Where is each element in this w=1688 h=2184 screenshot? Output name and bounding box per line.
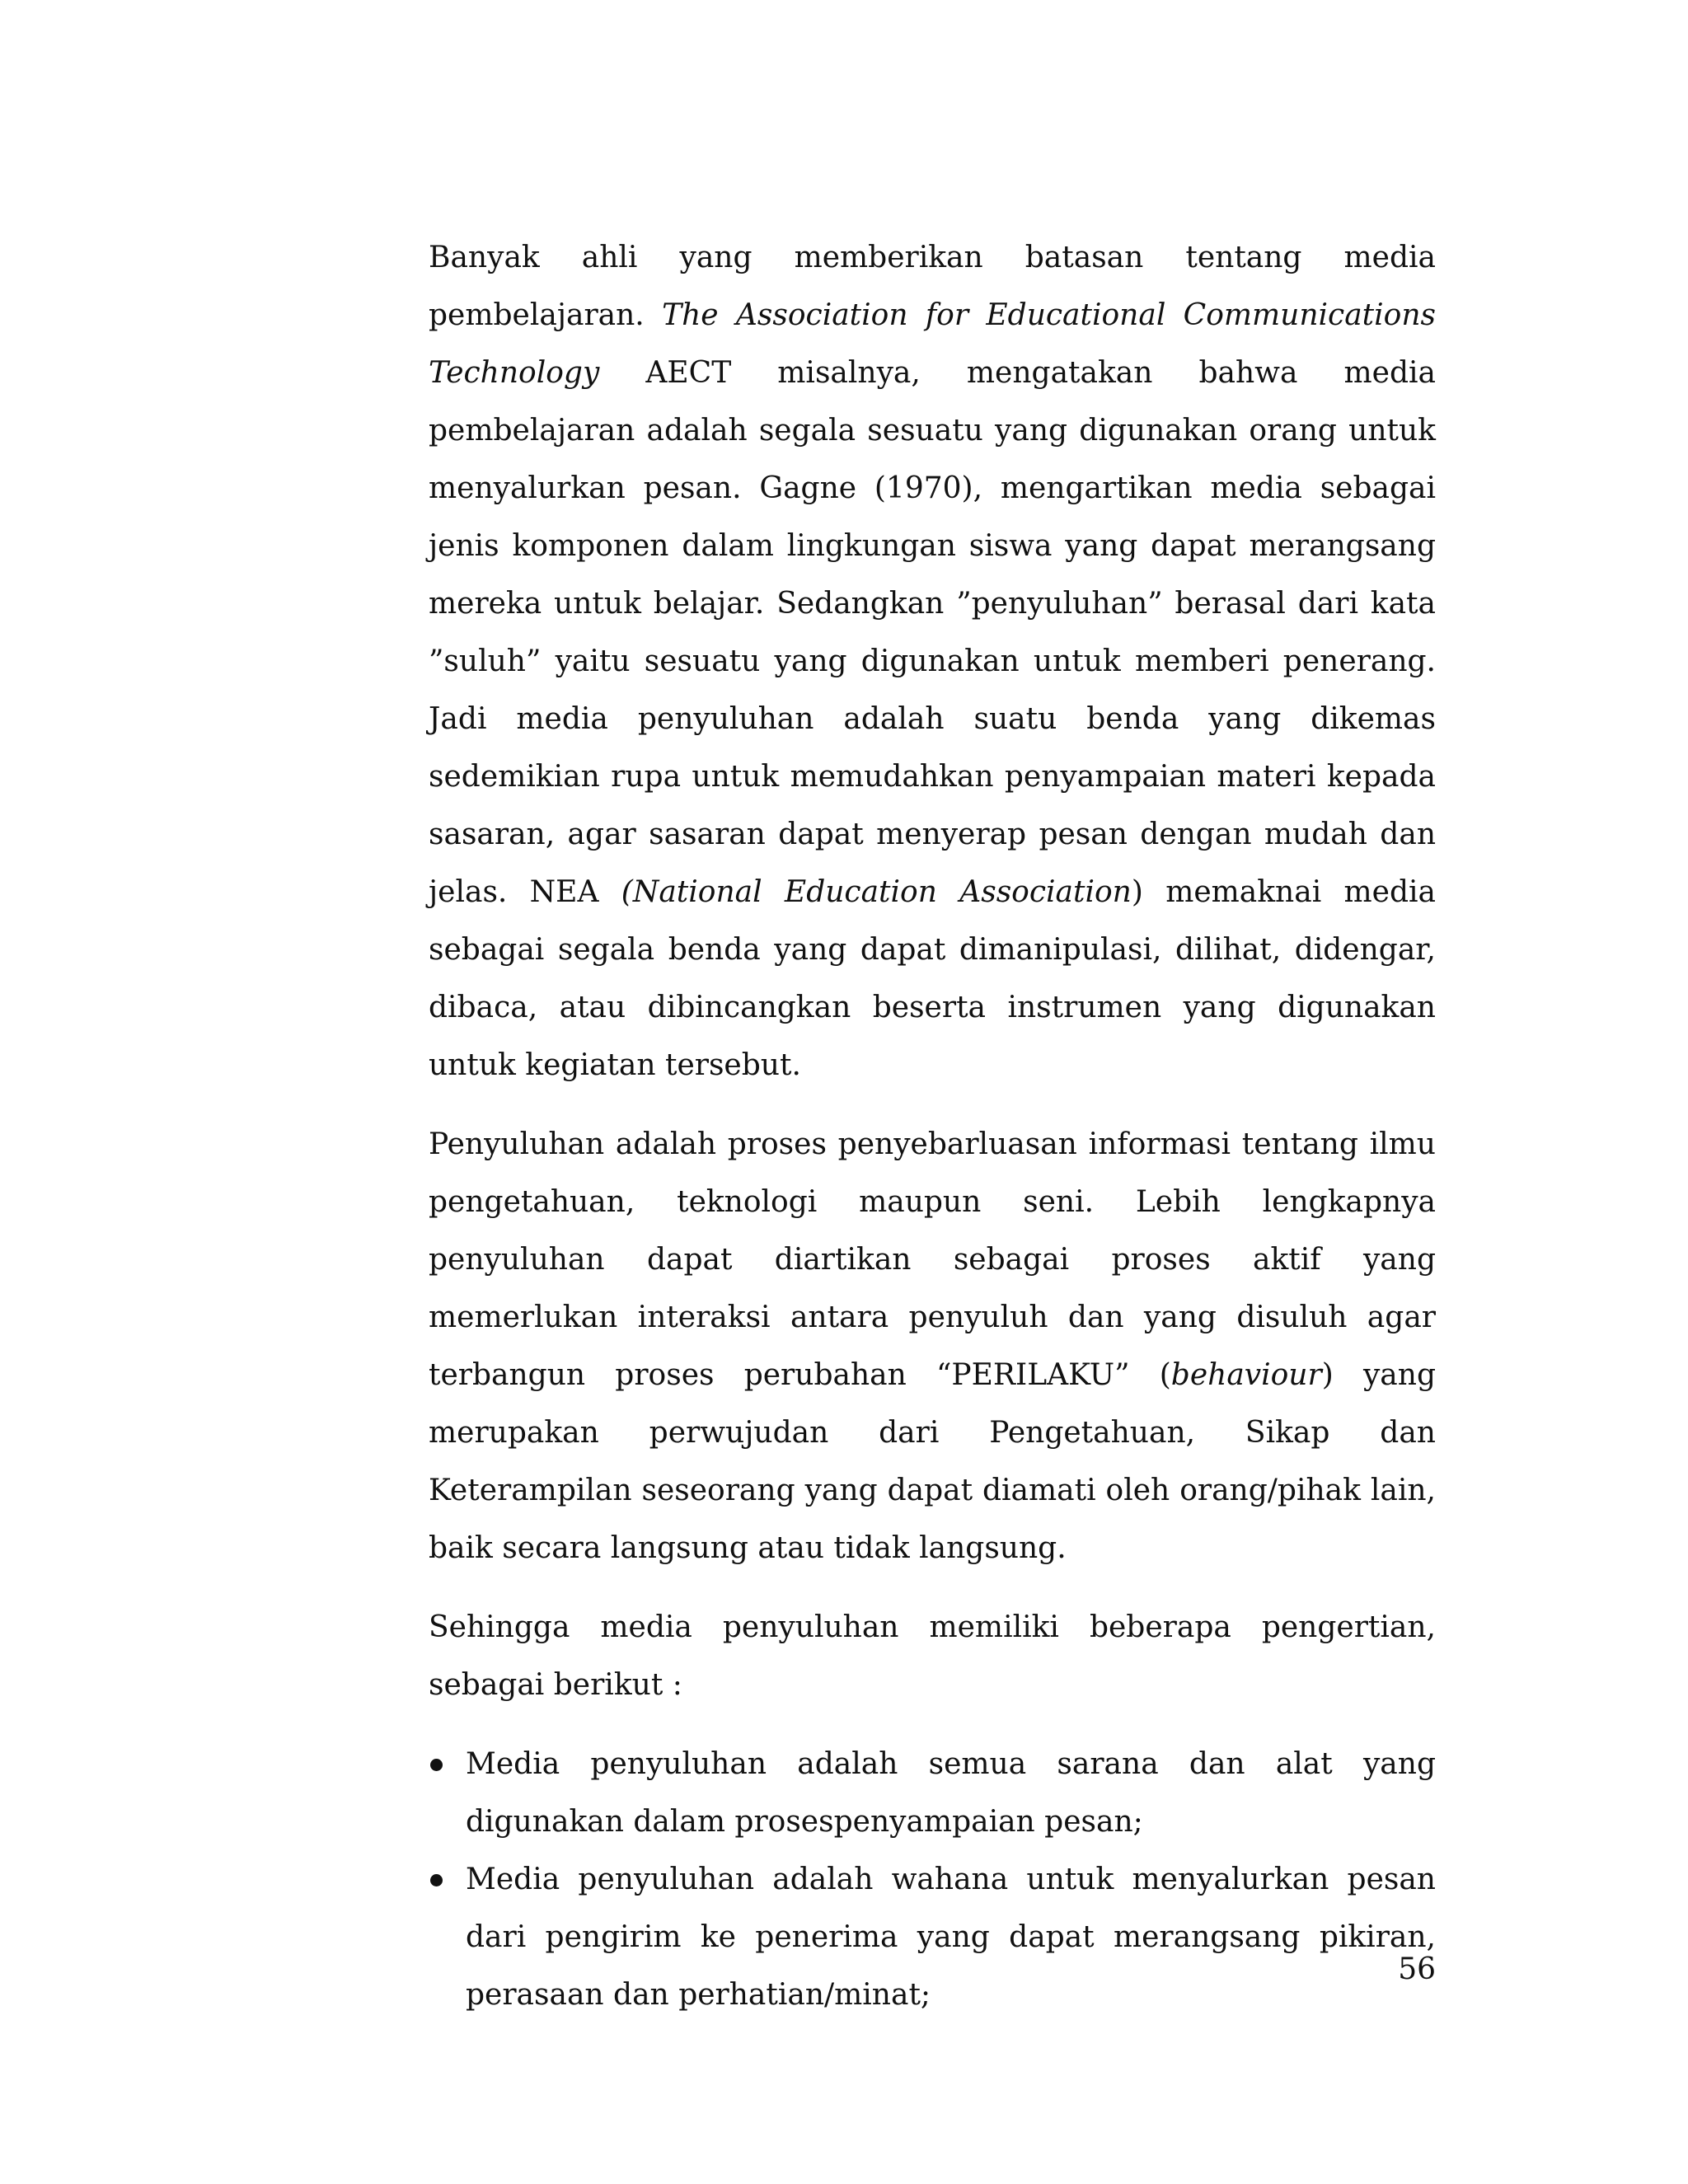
paragraph-text: ) memaknai media sebagai segala benda yang dapat dimanipulasi, dilihat, didengar, dibaca, atau dibincangkan beserta instrumen yang digunakan untuk kegiatan tersebut. (429, 875, 1436, 1082)
page-content (429, 229, 1436, 2024)
paragraph-list-intro: Sehingga media penyuluhan memiliki beberapa pengertian, sebagai berikut : (429, 1610, 1436, 1702)
italic-term-behaviour: behaviour (1170, 1358, 1322, 1392)
bullet-icon (430, 1759, 443, 1771)
paragraph-text: Banyak ahli yang memberikan batasan tentang media pembelajaran. (429, 241, 1436, 332)
paragraph-penyuluhan-definition (429, 1116, 1436, 1577)
definitions-list (429, 1736, 1436, 2024)
list-item-text: Media penyuluhan adalah semua sarana dan alat yang digunakan dalam prosespenyampaian pesan; (466, 1747, 1436, 1839)
page-number: 56 (1398, 1952, 1436, 1986)
list-item (429, 1736, 1436, 1851)
italic-term-aect: The Association for Educational Communications Technology (429, 298, 1436, 390)
list-item-text: Media penyuluhan adalah wahana untuk menyalurkan pesan dari pengirim ke penerima yang dapat merangsang pikiran, perasaan dan perhatian/minat; (466, 1863, 1436, 2012)
paragraph-text: AECT misalnya, mengatakan bahwa media pembelajaran adalah segala sesuatu yang digunakan orang untuk menyalurkan pesan. Gagne (1970), mengartikan media sebagai jenis komponen dalam lingkungan siswa yang dapat merangsang mereka untuk belajar. Sedangkan ”penyuluhan” berasal dari kata ”suluh” yaitu sesuatu yang digunakan untuk memberi penerang. Jadi media penyuluhan adalah suatu benda yang dikemas sedemikian rupa untuk memudahkan penyampaian materi kepada sasaran, agar sasaran dapat menyerap pesan dengan mudah dan jelas. NEA (429, 356, 1436, 909)
bullet-icon (430, 1874, 443, 1886)
paragraph-media-definitions (429, 229, 1436, 1094)
paragraph-text: Penyuluhan adalah proses penyebarluasan informasi tentang ilmu pengetahuan, teknologi maupun seni. Lebih lengkapnya penyuluhan dapat diartikan sebagai proses aktif yang memerlukan interaksi antara penyuluh dan yang disuluh agar terbangun proses perubahan “PERILAKU” ( (429, 1127, 1436, 1392)
list-item (429, 1851, 1436, 2024)
italic-term-nea: (National Education Association (621, 875, 1132, 909)
paragraph-text: ) yang merupakan perwujudan dari Pengetahuan, Sikap dan Keterampilan seseorang yang dapat diamati oleh orang/pihak lain, baik secara langsung atau tidak langsung. (429, 1358, 1436, 1565)
